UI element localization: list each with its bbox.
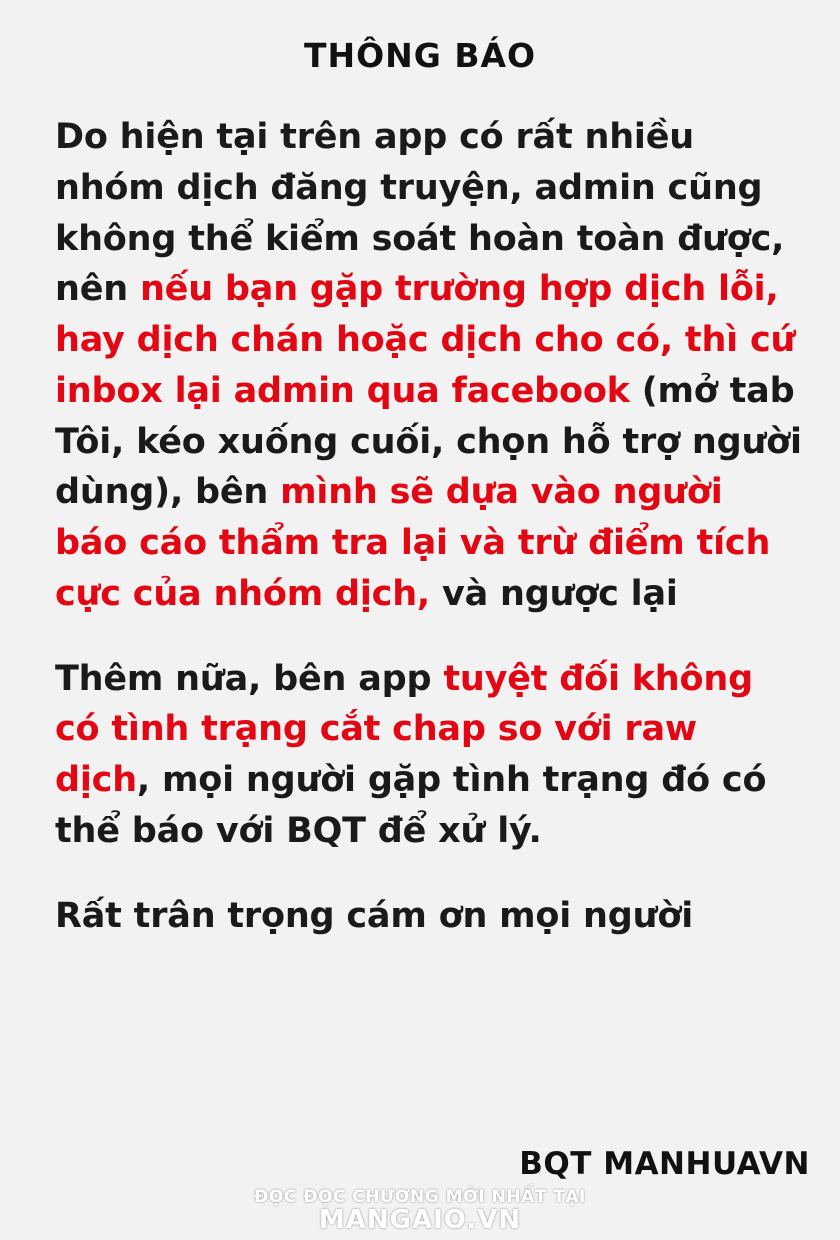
text-run: Do hiện tại trên app có rất nhiều nhóm dịch đăng truyện, admin cũng không thể kiểm soát hoàn toàn được, nên	[55, 117, 785, 310]
text-run: (mở tab Tôi, kéo xuống cuối, chọn hỗ trợ người dùng), bên	[55, 370, 802, 513]
text-run: Thêm nữa, bên app	[55, 658, 444, 699]
watermark-line-2: MANGAIO.VN	[318, 1204, 522, 1235]
text-run-highlight: nếu bạn gặp trường hợp dịch lỗi, hay dịch chán hoặc dịch cho có, thì cứ inbox lại admin qua facebook	[55, 269, 796, 411]
page-title: THÔNG BÁO	[303, 36, 537, 75]
notice-body	[55, 112, 803, 941]
signature: BQT MANHUAVN	[519, 1146, 810, 1182]
watermark-line-1: ĐỌC ĐỌC CHƯƠNG MỚI NHẤT TẠI	[254, 1186, 586, 1207]
notice-paragraph	[55, 112, 803, 620]
text-run: Rất trân trọng cám ơn mọi người	[55, 895, 693, 936]
text-run: , mọi người gặp tình trạng đó có thể báo với BQT để xử lý.	[55, 760, 767, 851]
notice-paragraph	[55, 654, 803, 857]
watermark	[0, 1186, 840, 1235]
notice-paragraph	[55, 891, 803, 942]
text-run: và ngược lại	[430, 573, 678, 614]
text-run-highlight: tuyệt đối không có tình trạng cắt chap so với raw dịch	[55, 658, 753, 800]
text-run-highlight: mình sẽ dựa vào người báo cáo thẩm tra lại và trừ điểm tích cực của nhóm dịch,	[55, 472, 771, 614]
